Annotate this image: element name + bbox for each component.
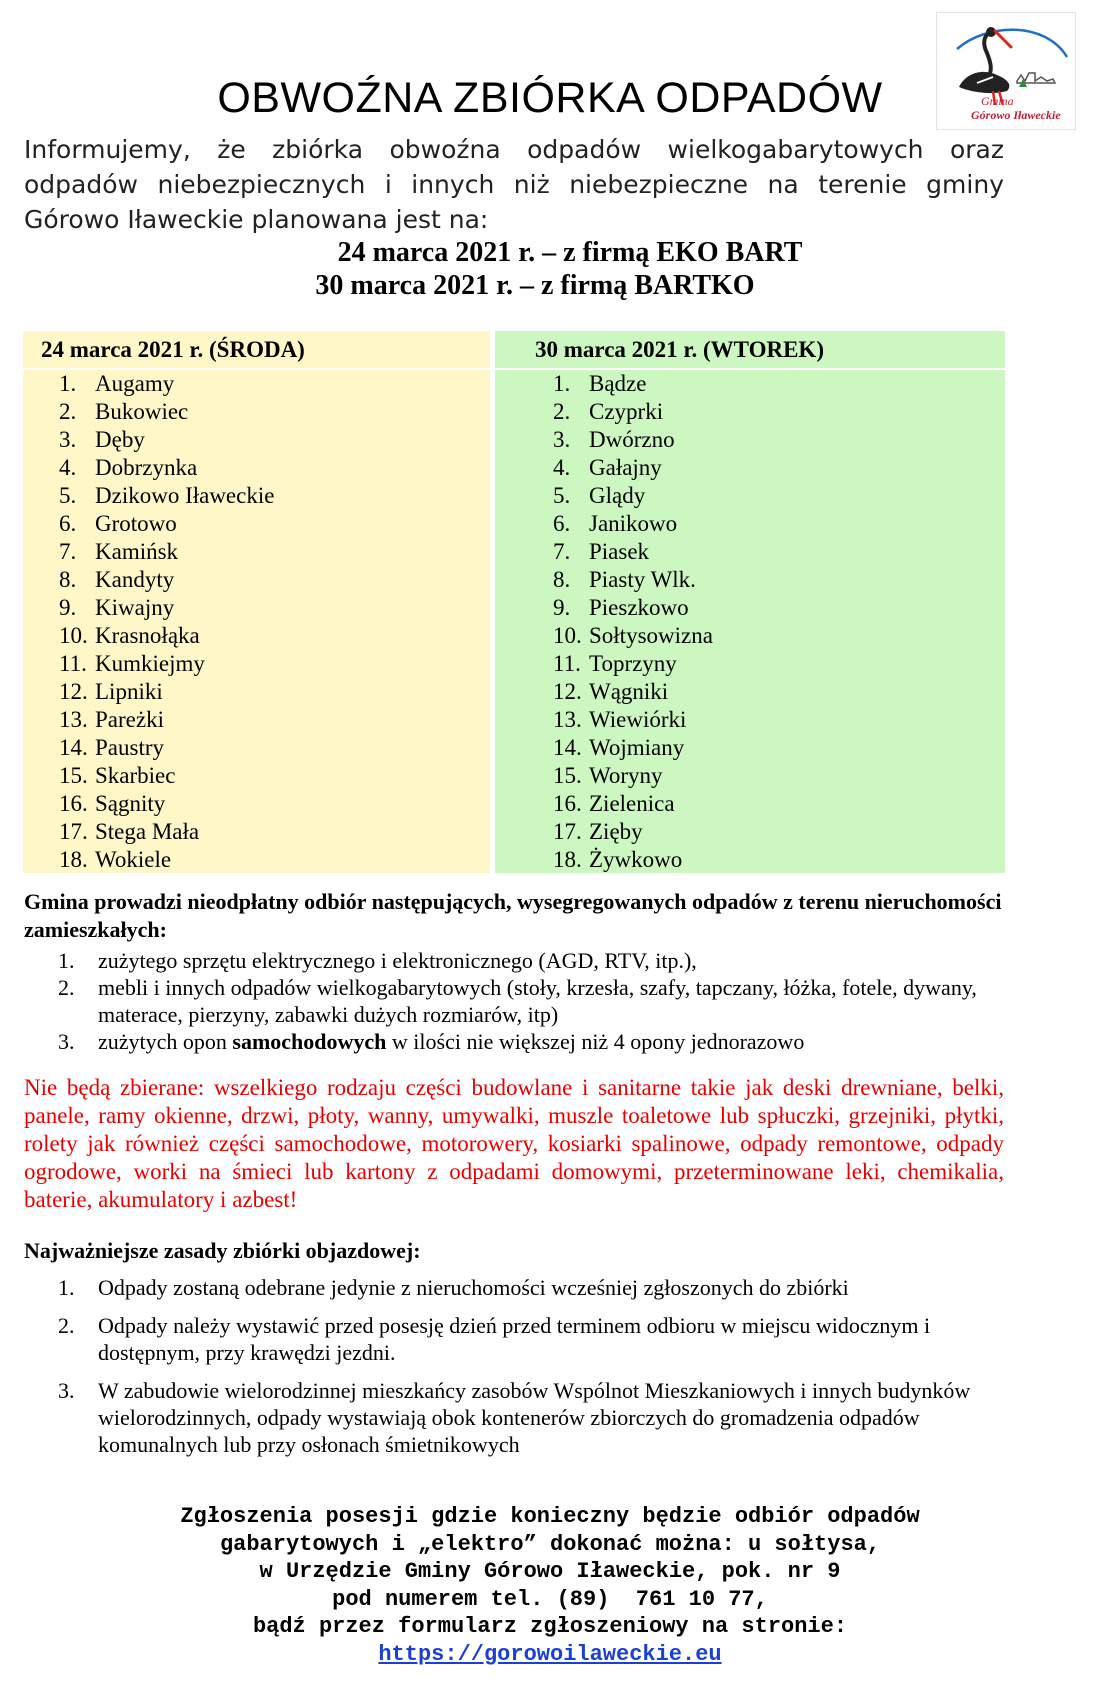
village-name: Kiwajny: [95, 595, 175, 620]
village-name: Czyprki: [589, 399, 664, 424]
schedule-column-wednesday: [23, 331, 490, 873]
village-name: Kandyty: [95, 567, 175, 592]
column-header-wednesday: 24 marca 2021 r. (ŚRODA): [23, 331, 490, 370]
village-name: Bądze: [589, 371, 647, 396]
village-name: Dwórzno: [589, 427, 675, 452]
free-item-2: mebli i innych odpadów wielkogabarytowych (stoły, krzesła, szafy, tapczany, łóżka, fotele, dywany, materace, pierzyny, zabawki dużych rozmiarów, itp): [98, 975, 977, 1027]
village-name: Wiewiórki: [589, 707, 687, 732]
village-list-wednesday: [59, 370, 274, 874]
list-item: 17. Stega Mała: [59, 819, 200, 844]
village-name: Toprzyny: [589, 651, 677, 676]
free-collection-list: [58, 947, 998, 1055]
list-item: 9. Pieszkowo: [553, 595, 689, 620]
list-item: 18. Żywkowo: [553, 847, 683, 872]
list-item: 1. Augamy: [59, 371, 175, 396]
village-name: Stega Mała: [95, 819, 200, 844]
rules-list: [58, 1274, 998, 1469]
not-collected-warning: Nie będą zbierane: wszelkiego rodzaju części budowlane i sanitarne takie jak deski drewniane, belki, panele, ramy okienne, drzwi, płoty, wanny, umywalki, muszle toaletowe lub spłuczki, grzejniki, płytki, rolety jak również części samochodowe, motorowery, kosiarki spalinowe, odpady remontowe, odpady ogrodowe, worki na śmieci lub kartony z odpadami domowymi, przeterminowane leki, chemikalia, baterie, akumulatory i azbest!: [24, 1075, 1004, 1212]
village-name: Piasty Wlk.: [589, 567, 696, 592]
village-name: Dzikowo Iławeckie: [95, 483, 275, 508]
contact-info: [0, 1503, 1100, 1668]
list-item: 10. Sołtysowizna: [553, 623, 713, 648]
schedule-column-tuesday: [495, 331, 1005, 873]
list-item: 6. Grotowo: [59, 511, 177, 536]
list-item: 5. Dzikowo Iławeckie: [59, 483, 275, 508]
list-item: 4. Dobrzynka: [59, 455, 198, 480]
column-header-tuesday: 30 marca 2021 r. (WTOREK): [495, 331, 1005, 370]
village-name: Dobrzynka: [95, 455, 198, 480]
village-name: Sołtysowizna: [589, 623, 713, 648]
list-item: 3. Dwórzno: [553, 427, 675, 452]
list-item: 2. Bukowiec: [59, 399, 189, 424]
village-name: Woryny: [589, 763, 663, 788]
village-name: Żywkowo: [589, 847, 683, 872]
schedule-table: [23, 331, 1005, 873]
list-item: 5. Glądy: [553, 483, 646, 508]
village-name: Krasnołąka: [95, 623, 200, 648]
list-item: 18. Wokiele: [59, 847, 172, 872]
contact-line-1: Zgłoszenia posesji gdzie konieczny będzie odbiór odpadów: [180, 1504, 920, 1529]
village-name: Zielenica: [589, 791, 675, 816]
list-item: 17. Zięby: [553, 819, 643, 844]
rule-text: Odpady należy wystawić przed posesję dzień przed terminem odbioru w miejscu widocznym i dostępnym, przy krawędzi jezdni.: [98, 1313, 931, 1365]
rule-text: Odpady zostaną odebrane jedynie z nieruchomości wcześniej zgłoszonych do zbiórki: [98, 1275, 849, 1300]
village-name: Sągnity: [95, 791, 166, 816]
village-name: Lipniki: [95, 679, 163, 704]
contact-line-4: pod numerem tel. (89) 761 10 77,: [332, 1586, 768, 1612]
list-item: 1. Bądze: [553, 371, 647, 396]
list-item: 16. Sągnity: [59, 791, 166, 816]
list-item: 9. Kiwajny: [59, 595, 175, 620]
list-item: 1. zużytego sprzętu elektrycznego i elektronicznego (AGD, RTV, itp.),: [58, 947, 998, 974]
village-name: Wągniki: [589, 679, 669, 704]
village-name: Pareżki: [95, 707, 164, 732]
date-line-1: 24 marca 2021 r. – z firmą EKO BART: [337, 237, 803, 268]
village-name: Dęby: [95, 427, 145, 452]
village-name: Glądy: [589, 483, 646, 508]
contact-line-5: bądź przez formularz zgłoszeniowy na stronie:: [252, 1614, 848, 1639]
free-item-1: zużytego sprzętu elektrycznego i elektronicznego (AGD, RTV, itp.),: [98, 948, 697, 973]
website-link[interactable]: https://gorowoilaweckie.eu: [378, 1641, 722, 1667]
logo-text-gmina: Gmina: [981, 94, 1014, 108]
village-name: Zięby: [589, 819, 643, 844]
list-item: 4. Gałajny: [553, 455, 662, 480]
village-list-tuesday: [553, 370, 713, 874]
list-item: 2. mebli i innych odpadów wielkogabarytowych (stoły, krzesła, szafy, tapczany, łóżka, fotele, dywany, materace, pierzyny, zabawki dużych rozmiarów, itp): [58, 974, 998, 1028]
village-name: Kamińsk: [95, 539, 179, 564]
list-item: 2. Czyprki: [553, 399, 664, 424]
village-name: Kumkiejmy: [95, 651, 205, 676]
list-item: 3. Dęby: [59, 427, 145, 452]
village-name: Bukowiec: [95, 399, 189, 424]
list-item: 14. Paustry: [59, 735, 164, 760]
page-title: OBWOŹNA ZBIÓRKA ODPADÓW: [217, 74, 883, 122]
village-name: Wokiele: [95, 847, 172, 872]
free-item-3: zużytych opon samochodowych w ilości nie większej niż 4 opony jednorazowo: [98, 1029, 805, 1054]
list-item: 14. Wojmiany: [553, 735, 685, 760]
list-item: 6. Janikowo: [553, 511, 678, 536]
village-name: Skarbiec: [95, 763, 176, 788]
list-item: 12. Wągniki: [553, 679, 669, 704]
list-item: 3. zużytych opon samochodowych w ilości nie większej niż 4 opony jednorazowo: [58, 1028, 998, 1055]
list-item: 3. W zabudowie wielorodzinnej mieszkańcy zasobów Wspólnot Mieszkaniowych i innych budynków wielorodzinnych, odpady wystawiają obok kontenerów zbiorczych do gromadzenia odpadów komunalnych lub przy osłonach śmietnikowych: [58, 1377, 998, 1458]
list-item: 16. Zielenica: [553, 791, 675, 816]
village-name: Pieszkowo: [589, 595, 689, 620]
intro-text: Informujemy, że zbiórka obwoźna odpadów wielkogabarytowych oraz odpadów niebezpiecznych i innych niż niebezpieczne na terenie gminy Górowo Iławeckie planowana jest na:: [24, 135, 1004, 234]
village-name: Augamy: [95, 371, 175, 396]
free-collection-intro: Gmina prowadzi nieodpłatny odbiór następujących, wysegregowanych odpadów z terenu nieruchomości zamieszkałych:: [24, 889, 1002, 942]
village-name: Grotowo: [95, 511, 177, 536]
village-name: Piasek: [589, 539, 650, 564]
list-item: 2. Odpady należy wystawić przed posesję dzień przed terminem odbioru w miejscu widocznym i dostępnym, przy krawędzi jezdni.: [58, 1312, 998, 1366]
list-item: 15. Skarbiec: [59, 763, 176, 788]
contact-line-3: w Urzędzie Gminy Górowo Iławeckie, pok. nr 9: [259, 1559, 841, 1584]
list-item: 8. Piasty Wlk.: [553, 567, 696, 592]
list-item: 11. Toprzyny: [553, 651, 677, 676]
list-item: 1. Odpady zostaną odebrane jedynie z nieruchomości wcześniej zgłoszonych do zbiórki: [58, 1274, 998, 1301]
date-line-2: 30 marca 2021 r. – z firmą BARTKO: [315, 270, 755, 301]
list-item: 8. Kandyty: [59, 567, 175, 592]
list-item: 13. Wiewiórki: [553, 707, 687, 732]
rule-text: W zabudowie wielorodzinnej mieszkańcy zasobów Wspólnot Mieszkaniowych i innych budynków wielorodzinnych, odpady wystawiają obok kontenerów zbiorczych do gromadzenia odpadów komunalnych lub przy osłonach śmietnikowych: [98, 1378, 971, 1457]
list-item: 11. Kumkiejmy: [59, 651, 205, 676]
list-item: 7. Piasek: [553, 539, 650, 564]
rules-heading: Najważniejsze zasady zbiórki objazdowej:: [24, 1238, 421, 1263]
village-name: Gałajny: [589, 455, 662, 480]
list-item: 7. Kamińsk: [59, 539, 179, 564]
list-item: 15. Woryny: [553, 763, 663, 788]
list-item: 10. Krasnołąka: [59, 623, 200, 648]
village-name: Janikowo: [589, 511, 678, 536]
contact-line-2: gabarytowych i „elektro” dokonać można: u sołtysa,: [219, 1531, 881, 1557]
village-name: Paustry: [95, 735, 164, 760]
list-item: 13. Pareżki: [59, 707, 164, 732]
village-name: Wojmiany: [589, 735, 685, 760]
list-item: 12. Lipniki: [59, 679, 163, 704]
collection-dates: [0, 236, 1100, 302]
logo-text-town: Górowo Iławeckie: [971, 108, 1061, 122]
